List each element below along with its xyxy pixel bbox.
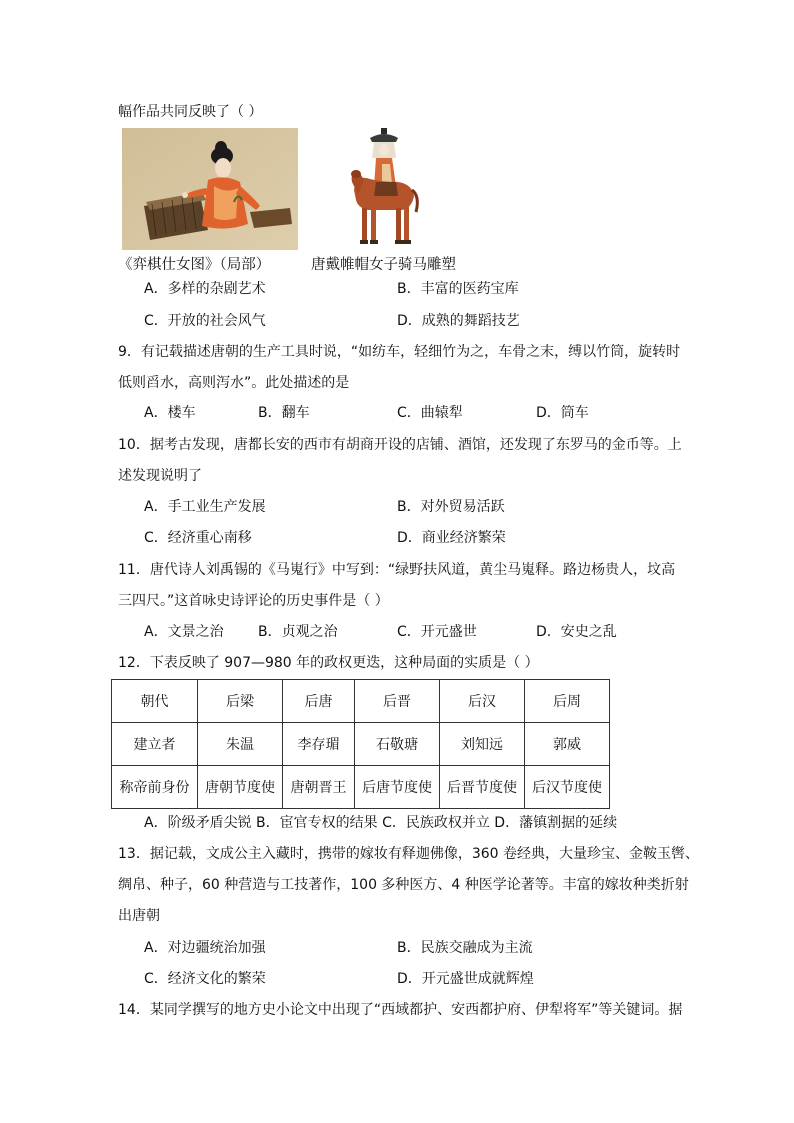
table-cell: 郭威 — [525, 723, 610, 766]
q10-option-b: B．对外贸易活跃 — [397, 499, 505, 515]
q13-option-d: D．开元盛世成就辉煌 — [397, 971, 534, 987]
question-intro-line: 幅作品共同反映了（ ） — [118, 104, 263, 120]
table-row — [112, 680, 610, 723]
q10-option-a: A．手工业生产发展 — [144, 499, 266, 515]
sculpture-caption: 唐戴帷帽女子骑马雕塑 — [311, 257, 456, 273]
table-cell: 唐朝节度使 — [198, 766, 283, 809]
painting-caption: 《弈棋仕女图》（局部） — [118, 257, 271, 273]
horse-rider-sculpture-image — [346, 124, 424, 252]
q9-stem-line2: 低则舀水，高则泻水”。此处描述的是 — [118, 375, 350, 391]
q11-option-d: D．安史之乱 — [536, 624, 617, 640]
q13-stem-line1: 13．据记载，文成公主入藏时，携带的嫁妆有释迦佛像，360 卷经典，大量珍宝、金鞍玉辔、 — [118, 846, 699, 862]
regime-table — [111, 679, 610, 809]
table-cell: 后唐节度使 — [355, 766, 440, 809]
q11-stem-line2: 三四尺。”这首咏史诗评论的历史事件是（ ） — [118, 593, 389, 609]
q13-option-a: A．对边疆统治加强 — [144, 940, 266, 956]
q13-stem-line2: 绸帛、种子，60 种营造与工技著作，100 多种医方、4 种医学论著等。丰富的嫁妆种类折射 — [118, 877, 689, 893]
q13-option-c: C．经济文化的繁荣 — [144, 971, 266, 987]
painting-image — [122, 128, 298, 250]
q11-option-a: A．文景之治 — [144, 624, 224, 640]
table-cell: 后汉节度使 — [525, 766, 610, 809]
q9-stem-line1: 9．有记载描述唐朝的生产工具时说，“如纺车，轻细竹为之，车骨之末，缚以竹筒，旋转时 — [118, 344, 681, 360]
table-cell: 后梁 — [198, 680, 283, 723]
table-cell: 李存瑂 — [283, 723, 355, 766]
table-cell: 朱温 — [198, 723, 283, 766]
q9-option-c: C．曲辕犁 — [397, 405, 463, 421]
table-cell: 称帝前身份 — [112, 766, 198, 809]
table-cell: 后晋节度使 — [440, 766, 525, 809]
table-cell: 后汉 — [440, 680, 525, 723]
q11-stem-line1: 11．唐代诗人刘禹锡的《马嵬行》中写到：“绿野扶风道，黄尘马嵬释。路边杨贵人，坟高 — [118, 562, 676, 578]
q10-stem-line2: 述发现说明了 — [118, 468, 202, 484]
q9-option-b: B．翻车 — [258, 405, 310, 421]
q11-option-b: B．贞观之治 — [258, 624, 338, 640]
table-cell: 后唐 — [283, 680, 355, 723]
table-cell: 建立者 — [112, 723, 198, 766]
table-row — [112, 723, 610, 766]
table-cell: 石敬瑭 — [355, 723, 440, 766]
table-row — [112, 766, 610, 809]
table-cell: 唐朝晋王 — [283, 766, 355, 809]
q12-options-line: A．阶级矛盾尖锐 B．宦官专权的结果 C．民族政权并立 D．藩镇割据的延续 — [144, 815, 618, 831]
q10-stem-line1: 10．据考古发现，唐都长安的西市有胡商开设的店铺、酒馆，还发现了东罗马的金币等。上 — [118, 437, 682, 453]
table-cell: 刘知远 — [440, 723, 525, 766]
q8-option-b: B．丰富的医药宝库 — [397, 281, 519, 297]
table-cell: 朝代 — [112, 680, 198, 723]
q14-stem-line1: 14．某同学撰写的地方史小论文中出现了“西域都护、安西都护府、伊犁将军”等关键词。据 — [118, 1002, 683, 1018]
q9-option-a: A．楼车 — [144, 405, 196, 421]
q8-option-d: D．成熟的舞蹈技艺 — [397, 313, 520, 329]
q11-option-c: C．开元盛世 — [397, 624, 477, 640]
table-cell: 后周 — [525, 680, 610, 723]
q13-option-b: B．民族交融成为主流 — [397, 940, 533, 956]
q9-option-d: D．筒车 — [536, 405, 589, 421]
q8-option-c: C．开放的社会风气 — [144, 313, 266, 329]
q13-stem-line3: 出唐朝 — [118, 908, 160, 924]
q12-stem-line1: 12．下表反映了 907—980 年的政权更迭，这种局面的实质是（ ） — [118, 655, 539, 671]
q10-option-c: C．经济重心南移 — [144, 530, 252, 546]
q10-option-d: D．商业经济繁荣 — [397, 530, 506, 546]
q8-option-a: A．多样的杂剧艺术 — [144, 281, 266, 297]
table-cell: 后晋 — [355, 680, 440, 723]
